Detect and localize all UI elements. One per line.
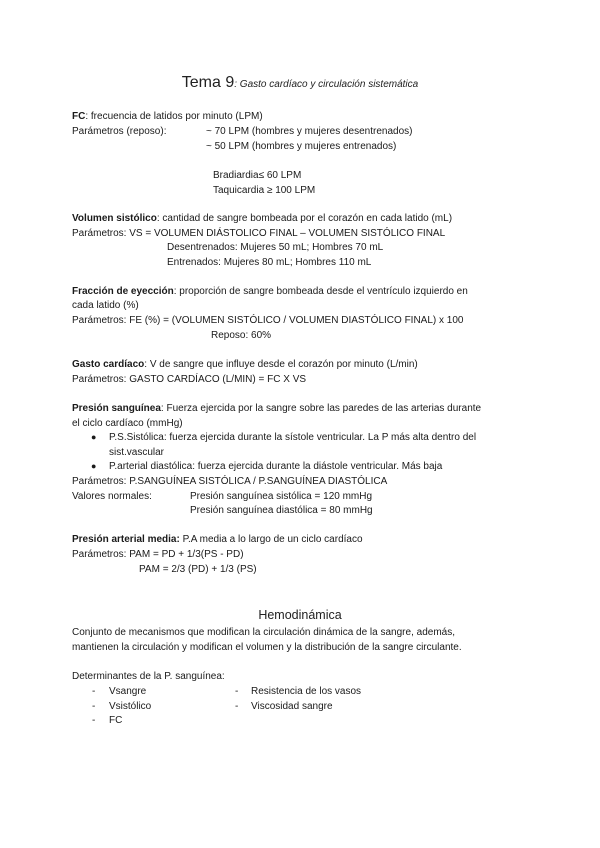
- bullet-icon: ●: [91, 461, 97, 471]
- section-heading: Hemodinámica: [258, 608, 342, 622]
- fc-trained: ~ 50 LPM (hombres y mujeres entrenados): [206, 141, 397, 152]
- list-item: Viscosidad sangre: [251, 701, 333, 712]
- page-title: [0, 74, 600, 92]
- pam-params: Parámetros: PAM = PD + 1/3(PS - PD): [72, 549, 244, 560]
- fc-params-label: Parámetros (reposo):: [72, 126, 167, 137]
- list-item: FC: [109, 715, 123, 726]
- dash-icon: -: [92, 686, 96, 697]
- ps-normal-label: Valores normales:: [72, 491, 152, 502]
- ps-systolic-cont: sist.vascular: [109, 447, 165, 458]
- fc-untrained: ~ 70 LPM (hombres y mujeres desentrenados): [206, 126, 413, 137]
- vs-untrained: Desentrenados: Mujeres 50 mL; Hombres 70 mL: [167, 242, 384, 253]
- fe-definition-cont: cada latido (%): [72, 300, 139, 311]
- pam-formula-2: PAM = 2/3 (PD) + 1/3 (PS): [139, 564, 257, 575]
- dash-icon: -: [235, 686, 239, 697]
- list-item: Vsistólico: [109, 701, 152, 712]
- bullet-icon: ●: [91, 432, 97, 442]
- dash-icon: -: [92, 715, 96, 726]
- ps-definition: Presión sanguínea: Fuerza ejercida por la sangre sobre las paredes de las arterias durante: [72, 403, 482, 414]
- hemo-text-1: Conjunto de mecanismos que modifican la circulación dinámica de la sangre, además,: [72, 627, 455, 638]
- fe-params: Parámetros: FE (%) = (VOLUMEN SISTÓLICO / VOLUMEN DIASTÓLICO FINAL) x 100: [72, 315, 464, 326]
- fc-definition: FC: frecuencia de latidos por minuto (LPM): [72, 111, 263, 122]
- dash-icon: -: [235, 701, 239, 712]
- fc-tachycardia: Taquicardia ≥ 100 LPM: [213, 185, 316, 196]
- gc-params: Parámetros: GASTO CARDÍACO (L/MIN) = FC X VS: [72, 374, 307, 385]
- dash-icon: -: [92, 701, 96, 712]
- vs-trained: Entrenados: Mujeres 80 mL; Hombres 110 mL: [167, 257, 372, 268]
- determinants-label: Determinantes de la P. sanguínea:: [72, 671, 225, 682]
- list-item: Resistencia de los vasos: [251, 686, 362, 697]
- fe-definition: Fracción de eyección: proporción de sangre bombeada desde el ventrículo izquierdo en: [72, 286, 468, 297]
- list-item: Vsangre: [109, 686, 147, 697]
- ps-normal-systolic: Presión sanguínea sistólica = 120 mmHg: [190, 491, 373, 502]
- ps-diastolic: P.arterial diastólica: fuerza ejercida durante la diástole ventricular. Más baja: [109, 461, 443, 472]
- pam-definition: Presión arterial media: P.A media a lo largo de un ciclo cardíaco: [72, 534, 363, 545]
- fc-bradycardia: Bradiardia≤ 60 LPM: [213, 170, 302, 181]
- ps-params: Parámetros: P.SANGUÍNEA SISTÓLICA / P.SANGUÍNEA DIASTÓLICA: [72, 476, 388, 487]
- title-main: Tema 9: [181, 74, 235, 91]
- ps-systolic: P.S.Sistólica: fuerza ejercida durante la sístole ventricular. La P más alta dentro del: [109, 432, 477, 443]
- ps-definition-cont: el ciclo cardíaco (mmHg): [72, 418, 183, 429]
- vs-params: Parámetros: VS = VOLUMEN DIÁSTOLICO FINAL – VOLUMEN SISTÓLICO FINAL: [72, 228, 446, 239]
- gc-definition: Gasto cardíaco: V de sangre que influye desde el corazón por minuto (L/min): [72, 359, 418, 370]
- ps-normal-diastolic: Presión sanguínea diastólica = 80 mmHg: [190, 505, 373, 516]
- fe-rest: Reposo: 60%: [211, 330, 272, 341]
- hemo-text-2: mantienen la circulación y modifican el volumen y la distribución de la sangre circulante.: [72, 642, 462, 653]
- title-subtitle: : Gasto cardíaco y circulación sistemática: [234, 79, 419, 90]
- vs-definition: Volumen sistólico: cantidad de sangre bombeada por el corazón en cada latido (mL): [72, 213, 453, 224]
